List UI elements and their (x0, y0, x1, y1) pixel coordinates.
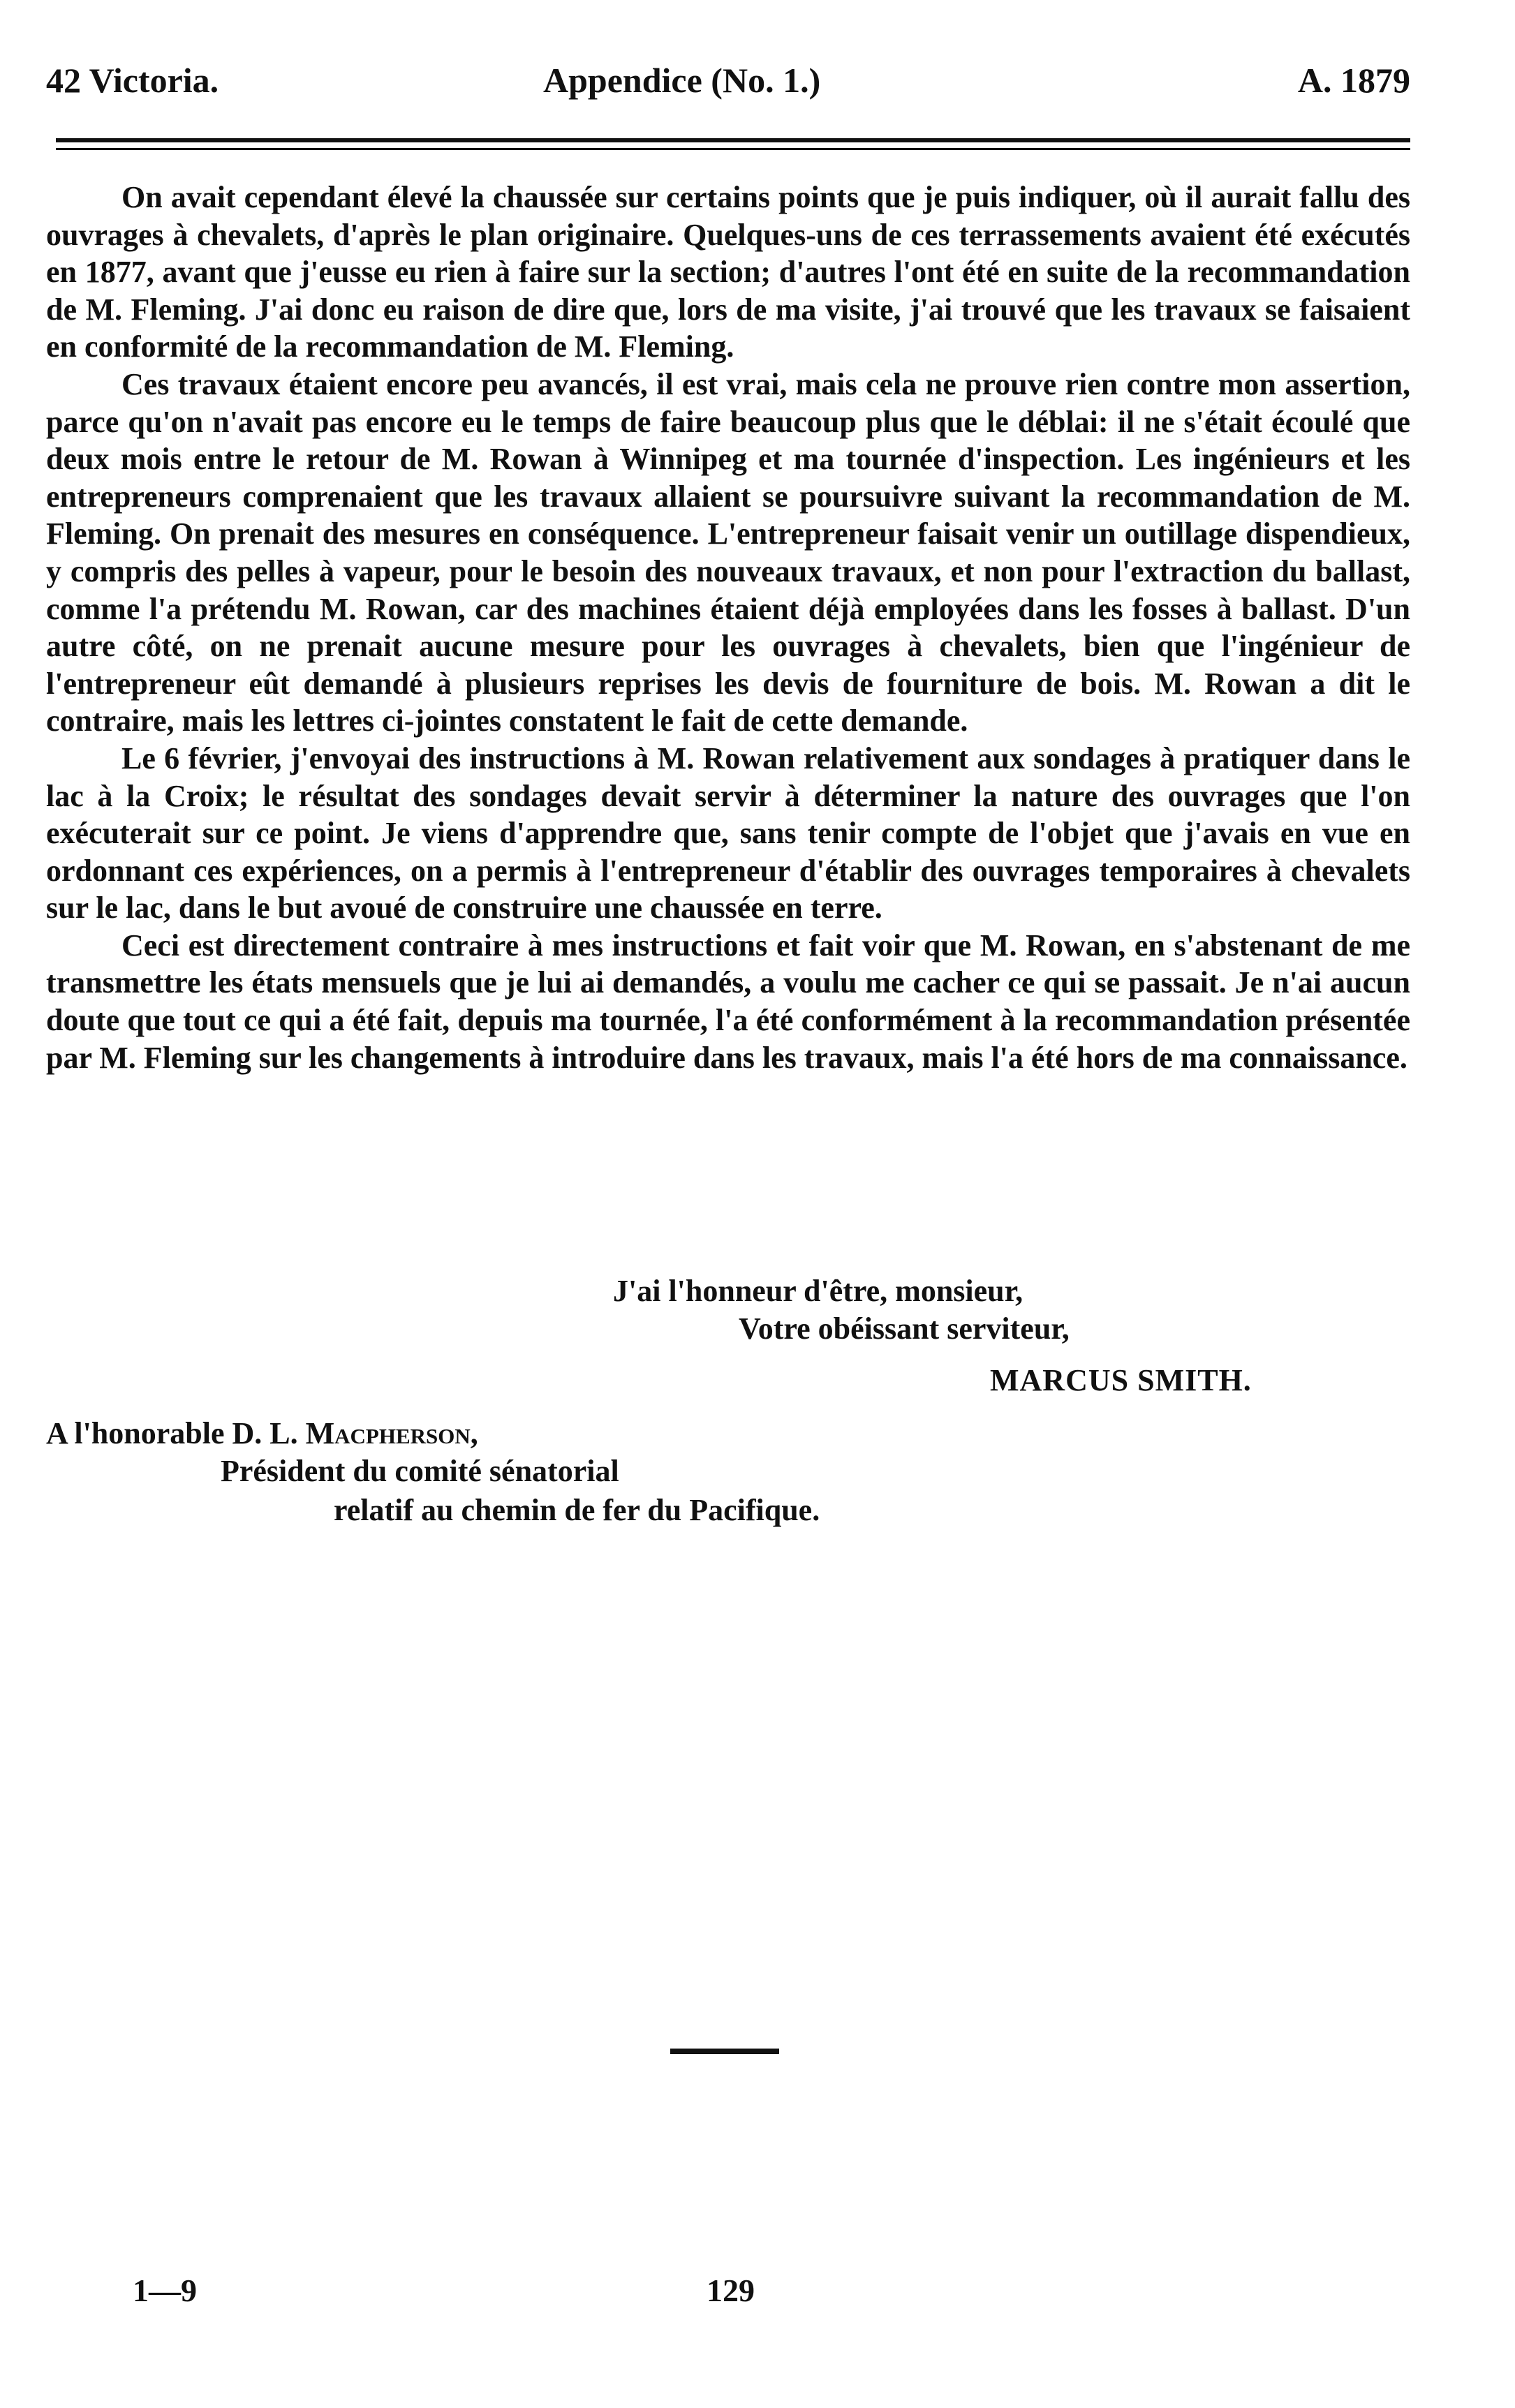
closing-servant: Votre obéissant serviteur, (739, 1311, 1070, 1346)
addressee-name: Macpherson, (305, 1416, 478, 1450)
signature-mark: 1—9 (133, 2273, 197, 2308)
paragraph-1: On avait cependant élevé la chaussée sur certains points que je puis indiquer, où il aurait fallu des ouvrages à chevalets, d'après le plan originaire. Quelques-uns de ces terrassements avaient été exécutés en 1877, avant que j'eusse eu rien à faire sur la section; d'autres l'ont été en suite de la recommandation de M. Fleming. J'ai donc eu raison de dire que, lors de ma visite, j'ai trouvé que les travaux se faisaient en conformité de la recommandation de M. Fleming. (46, 180, 1410, 364)
page-number: 129 (707, 2273, 755, 2308)
running-header (46, 60, 1410, 109)
section-divider (670, 2049, 779, 2054)
header-year: A. 1879 (1297, 61, 1410, 100)
addressee-prefix: A l'honorable D. L. (46, 1416, 306, 1450)
paragraph-3: Le 6 février, j'envoyai des instructions à M. Rowan relativement aux sondages à pratiquer dans le lac à la Croix; le résultat des sondages devait servir à déterminer la nature des ouvrages que l'on exécuterait sur ce point. Je viens d'apprendre que, sans tenir compte de l'objet que j'avais en vue en ordonnant ces expériences, on a permis à l'entrepreneur d'établir des ouvrages temporaires à chevalets sur le lac, dans le but avoué de construire une chaussée en terre. (46, 741, 1410, 926)
header-session: 42 Victoria. (46, 61, 219, 100)
paragraph-4: Ceci est directement contraire à mes instructions et fait voir que M. Rowan, en s'abstenant de me transmettre les états mensuels que je lui ai demandés, a voulu me cacher ce qui se passait. Je n'ai aucun doute que tout ce qui a été fait, depuis ma tournée, l'a été conformément à la recommandation présentée par M. Fleming sur les changements à introduire dans les travaux, mais l'a été hors de ma connaissance. (46, 928, 1410, 1075)
header-appendix: Appendice (No. 1.) (543, 61, 821, 100)
header-rule-thin (56, 148, 1410, 150)
addressee-line-2: Président du comité sénatorial (221, 1454, 619, 1488)
letter-body (46, 179, 1410, 1076)
addressee-line-3: relatif au chemin de fer du Pacifique. (334, 1493, 820, 1527)
signature: MARCUS SMITH. (990, 1363, 1252, 1397)
paragraph-2: Ces travaux étaient encore peu avancés, il est vrai, mais cela ne prouve rien contre mon assertion, parce qu'on n'avait pas encore eu le temps de faire beaucoup plus que le déblai: il ne s'était écoulé que deux mois entre le retour de M. Rowan à Winnipeg et ma tournée d'inspection. Les ingénieurs et les entrepreneurs comprenaient que les travaux allaient se poursuivre suivant la recommandation de M. Fleming. On prenait des mesures en conséquence. L'entrepreneur faisait venir un outillage dispendieux, y compris des pelles à vapeur, pour le besoin des nouveaux travaux, et non pour l'extraction du ballast, comme l'a prétendu M. Rowan, car des machines étaient déjà employées dans les fosses à ballast. D'un autre côté, on ne prenait aucune mesure pour les ouvrages à chevalets, bien que l'ingénieur de l'entrepreneur eût demandé à plusieurs reprises les devis de fourniture de bois. M. Rowan a dit le contraire, mais les lettres ci-jointes constatent le fait de cette demande. (46, 366, 1410, 738)
closing-salutation: J'ai l'honneur d'être, monsieur, (613, 1274, 1023, 1308)
addressee-line-1 (46, 1415, 478, 1451)
header-rule-thick (56, 138, 1410, 142)
